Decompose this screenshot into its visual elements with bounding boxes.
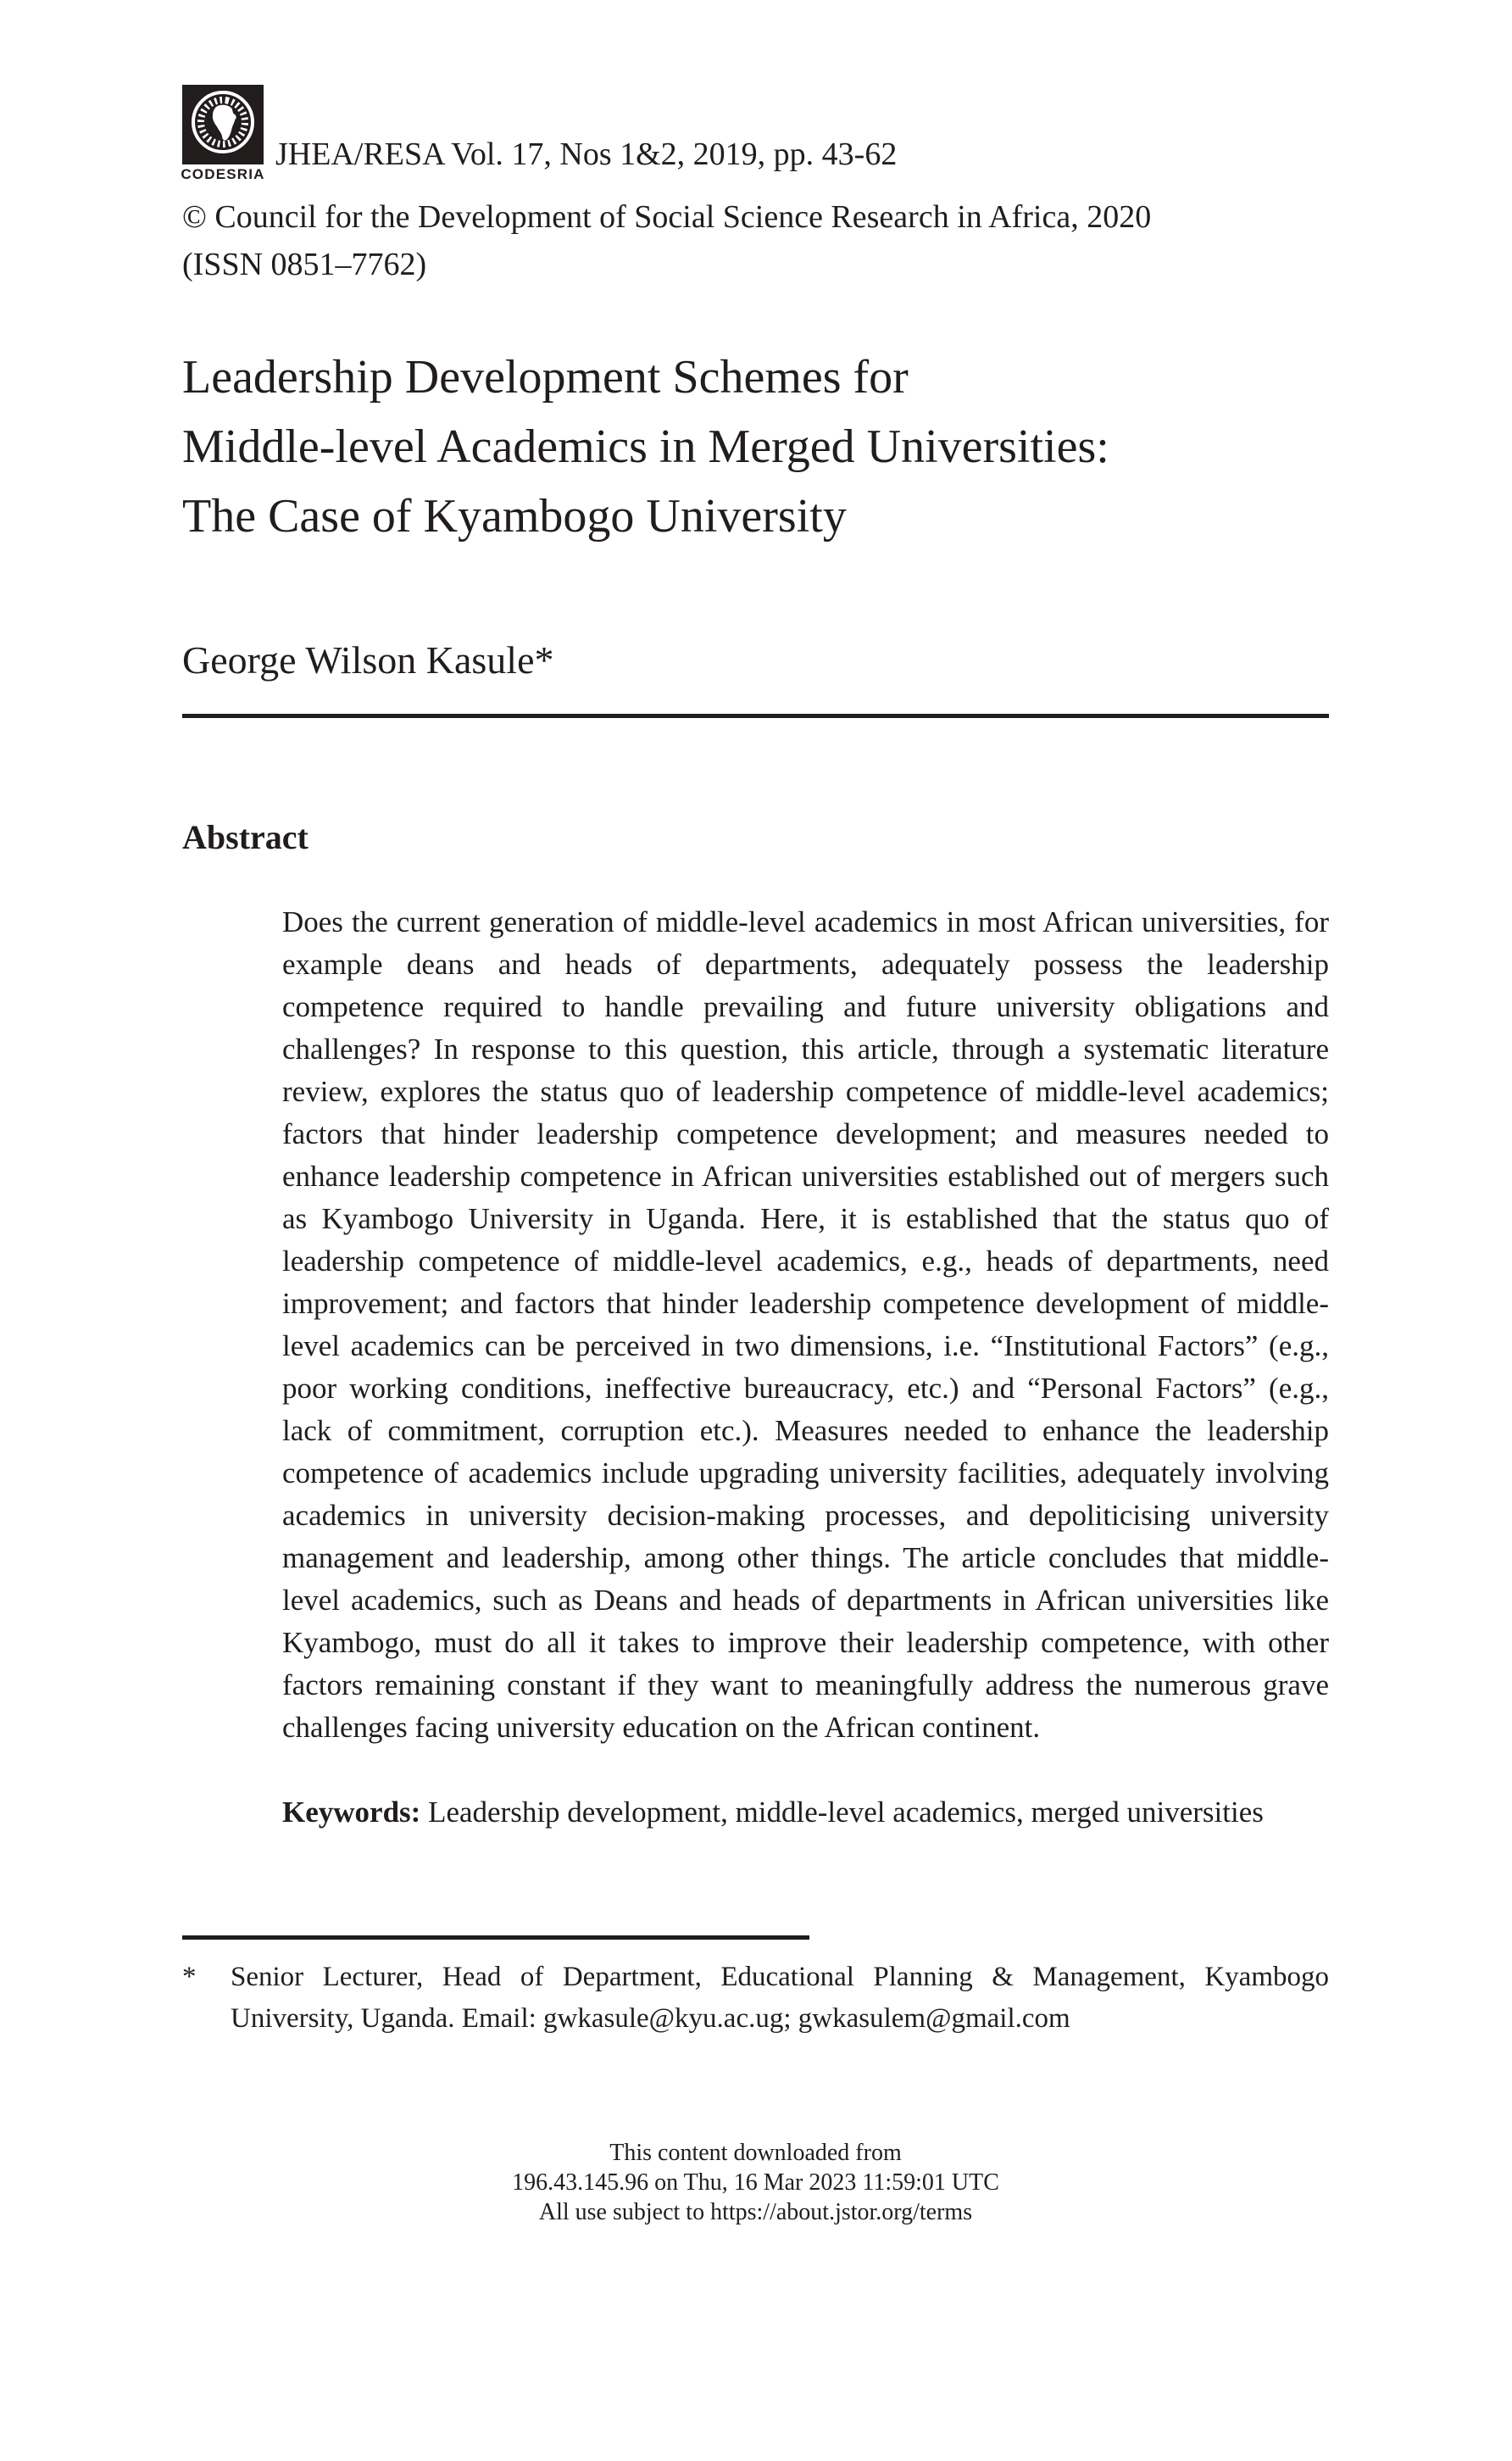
codesria-logo [182, 85, 264, 183]
abstract-body: Does the current generation of middle-level academics in most African universities, for example deans and heads of departments, adequately possess the leadership competence required to handle prevailing and future university obligations and challenges? In response to this question, this article, through a systematic literature review, explores the status quo of leadership competence of middle-level academics; factors that hinder leadership competence development; and measures needed to enhance leadership competence in African universities established out of mergers such as Kyambogo University in Uganda. Here, it is established that the status quo of leadership competence of middle-level academics, e.g., heads of departments, need improvement; and factors that hinder leadership competence development of middle-level academics can be perceived in two dimensions, i.e. “Institutional Factors” (e.g., poor working conditions, ineffective bureaucracy, etc.) and “Personal Factors” (e.g., lack of commitment, corruption etc.). Measures needed to enhance the leadership competence of academics include upgrading university facilities, adequately involving academics in university decision-making processes, and depoliticising university management and leadership, among other things. The article concludes that middle-level academics, such as Deans and heads of departments in African universities like Kyambogo, must do all it takes to improve their leadership competence, with other factors remaining constant if they want to meaningfully address the numerous grave challenges facing university education on the African continent. [282, 905, 1329, 1744]
keywords-text: Leadership development, middle-level academics, merged universities [420, 1796, 1264, 1829]
keywords-paragraph [282, 1791, 1329, 1834]
footnote-block [182, 1935, 1329, 2040]
footer-line-terms-url: All use subject to https://about.jstor.org/terms [538, 2199, 973, 2225]
copyright-line: © Council for the Development of Social Science Research in Africa, 2020 [182, 199, 1152, 235]
logo-wordmark: CODESRIA [181, 166, 265, 182]
keywords-label: Keywords: [282, 1796, 421, 1829]
africa-laurel-wreath-emblem-icon [182, 85, 264, 164]
author-byline: George Wilson Kasule* [182, 638, 554, 682]
page-header [182, 85, 1329, 288]
article-title [182, 342, 1329, 551]
issn-line: (ISSN 0851–7762) [182, 247, 427, 282]
title-line: Leadership Development Schemes for [182, 351, 909, 404]
footer-line-downloaded-from: This content downloaded from [609, 2140, 902, 2166]
imprint-block [182, 193, 1329, 288]
logo-and-citation-row [182, 85, 1329, 183]
footnote-asterisk-marker: * [182, 1962, 197, 1992]
title-line: Middle-level Academics in Merged Universities: [182, 420, 1109, 473]
footnote-divider-rule [182, 1935, 809, 1940]
footer-line-ip-timestamp: 196.43.145.96 on Thu, 16 Mar 2023 11:59:01 UTC [512, 2169, 999, 2196]
author-affiliation-footnote [182, 1957, 1329, 2040]
journal-citation: JHEA/RESA Vol. 17, Nos 1&2, 2019, pp. 43-62 [275, 136, 898, 172]
author-divider-rule [182, 714, 1329, 718]
footnote-text: Senior Lecturer, Head of Department, Educational Planning & Management, Kyambogo University, Uganda. Email: gwkasule@kyu.ac.ug; gwkasulem@gmail.com [231, 1962, 1329, 2034]
jstor-download-footer [182, 2138, 1329, 2227]
title-line: The Case of Kyambogo University [182, 490, 847, 543]
abstract-heading: Abstract [182, 818, 309, 856]
